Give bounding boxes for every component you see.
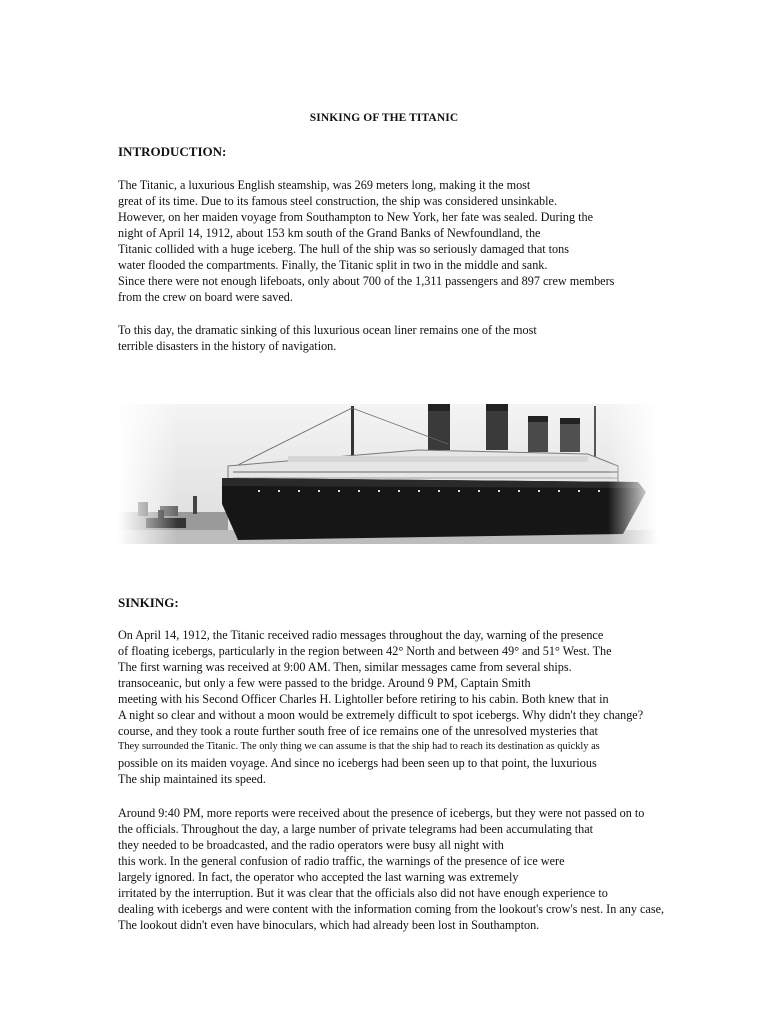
sinking-heading: SINKING: — [118, 595, 179, 610]
text-line: possible on its maiden voyage. And since no icebergs had been seen up to that point, the luxurious — [118, 756, 597, 770]
text-line: To this day, the dramatic sinking of this luxurious ocean liner remains one of the most — [118, 323, 537, 337]
text-line: The lookout didn't even have binoculars, which had already been lost in Southampton. — [118, 918, 540, 932]
text-line: On April 14, 1912, the Titanic received radio messages throughout the day, warning of the presence — [118, 628, 604, 642]
text-line: from the crew on board were saved. — [118, 290, 293, 304]
document-title: SINKING OF THE TITANIC — [309, 112, 459, 124]
text-line: they needed to be broadcasted, and the radio operators were busy all night with — [118, 838, 504, 852]
text-line: of floating icebergs, particularly in the region between 42° North and between 49° and 51° West. The — [118, 644, 612, 658]
text-line: The ship maintained its speed. — [118, 772, 266, 786]
text-line: The first warning was received at 9:00 AM. Then, similar messages came from several ships. — [118, 660, 572, 674]
text-line: Around 9:40 PM, more reports were received about the presence of icebergs, but they were not passed on to — [118, 806, 645, 820]
text-line: great of its time. Due to its famous steel construction, the ship was considered unsinkable. — [118, 194, 557, 208]
text-line: terrible disasters in the history of navigation. — [118, 339, 337, 353]
sinking-paragraph-1 — [118, 627, 678, 787]
titanic-photo — [118, 404, 658, 544]
text-line: They surrounded the Titanic. The only thing we can assume is that the ship had to reach its destination as quickly as — [118, 741, 600, 752]
text-line: this work. In the general confusion of radio traffic, the warnings of the presence of ice were — [118, 854, 565, 868]
text-line: meeting with his Second Officer Charles H. Lightoller before retiring to his cabin. Both knew that in — [118, 692, 609, 706]
text-line: A night so clear and without a moon would be extremely difficult to spot icebergs. Why didn't they change? — [118, 708, 644, 722]
text-line: Titanic collided with a huge iceberg. The hull of the ship was so seriously damaged that tons — [118, 242, 569, 256]
intro-paragraph-1 — [118, 177, 678, 305]
text-line: However, on her maiden voyage from Southampton to New York, her fate was sealed. During the — [118, 210, 594, 224]
text-line: the officials. Throughout the day, a large number of private telegrams had been accumulating that — [118, 822, 594, 836]
text-line: course, and they took a route further south free of ice remains one of the unresolved mysteries that — [118, 724, 598, 738]
text-line: dealing with icebergs and were content with the information coming from the lookout's crow's nest. In any case, — [118, 902, 665, 916]
text-line: The Titanic, a luxurious English steamship, was 269 meters long, making it the most — [118, 178, 531, 192]
text-line: irritated by the interruption. But it was clear that the officials also did not have enough experience to — [118, 886, 608, 900]
sinking-paragraph-2 — [118, 805, 678, 933]
text-line: water flooded the compartments. Finally, the Titanic split in two in the middle and sank. — [118, 258, 548, 272]
intro-paragraph-2 — [118, 322, 678, 354]
text-line: transoceanic, but only a few were passed to the bridge. Around 9 PM, Captain Smith — [118, 676, 531, 690]
text-line: largely ignored. In fact, the operator who accepted the last warning was extremely — [118, 870, 519, 884]
text-line: Since there were not enough lifeboats, only about 700 of the 1,311 passengers and 897 crew members — [118, 274, 615, 288]
introduction-heading: INTRODUCTION: — [118, 144, 227, 159]
text-line: night of April 14, 1912, about 153 km south of the Grand Banks of Newfoundland, the — [118, 226, 541, 240]
